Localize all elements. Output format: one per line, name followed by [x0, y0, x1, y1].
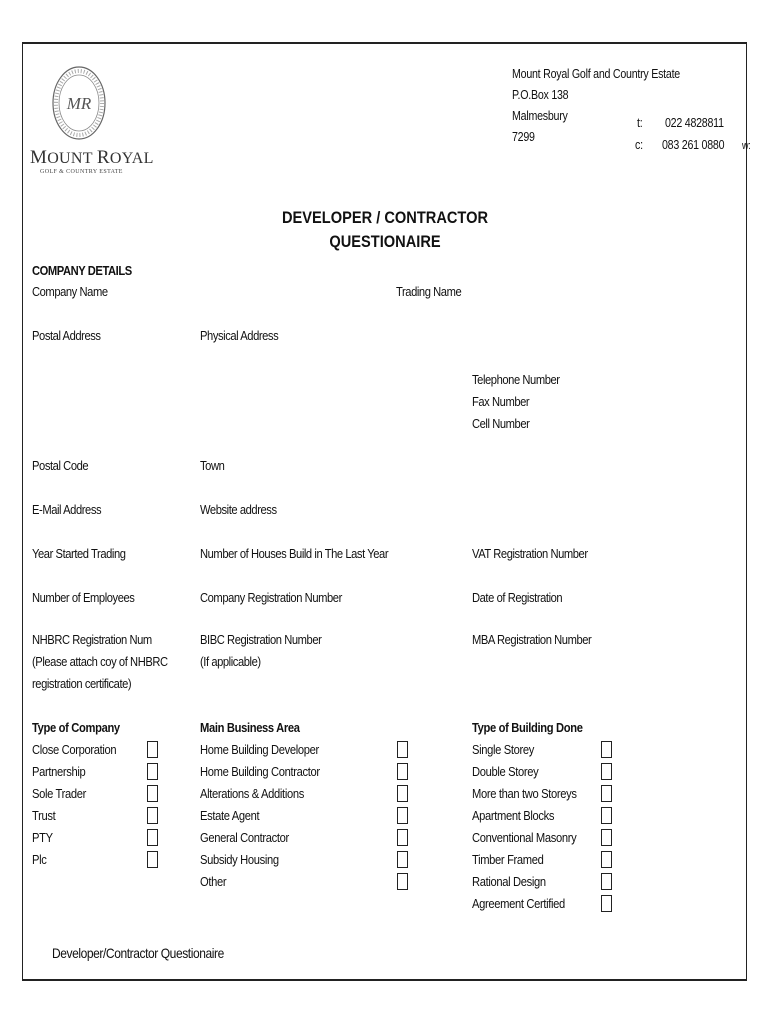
option-label: Single Storey [472, 742, 535, 757]
option-label: Home Building Developer [200, 742, 319, 757]
checkbox-apartment-blocks[interactable] [601, 807, 612, 824]
town-label: Town [200, 458, 225, 473]
brand-name: MOUNT ROYAL [30, 147, 154, 168]
year-started-trading-label: Year Started Trading [32, 546, 126, 561]
postal-code-label: Postal Code [32, 458, 89, 473]
houses-built-label: Number of Houses Build in The Last Year [200, 546, 389, 561]
bibc-label: BIBC Registration Number [200, 632, 322, 647]
option-label: Rational Design [472, 874, 546, 889]
trading-name-label: Trading Name [396, 284, 462, 299]
checkbox-rational-design[interactable] [601, 873, 612, 890]
nhbrc-label: NHBRC Registration Num [32, 632, 152, 647]
physical-address-label: Physical Address [200, 328, 279, 343]
checkbox-partnership[interactable] [147, 763, 158, 780]
checkbox-home-building-developer[interactable] [397, 741, 408, 758]
type-of-building-heading: Type of Building Done [472, 720, 583, 735]
address-line: Malmesbury [512, 108, 568, 123]
checkbox-other[interactable] [397, 873, 408, 890]
checkbox-conventional-masonry[interactable] [601, 829, 612, 846]
option-label: Apartment Blocks [472, 808, 555, 823]
seal-icon [50, 64, 108, 142]
phone-c-label: c: [635, 137, 643, 152]
checkbox-subsidy-housing[interactable] [397, 851, 408, 868]
option-label: More than two Storeys [472, 786, 577, 801]
svg-text:MR: MR [66, 94, 92, 113]
option-label: Home Building Contractor [200, 764, 320, 779]
mba-label: MBA Registration Number [472, 632, 592, 647]
option-label: Plc [32, 852, 47, 867]
clipped-label: w: [742, 140, 751, 152]
address-line: Mount Royal Golf and Country Estate [512, 66, 680, 81]
option-label: Close Corporation [32, 742, 117, 757]
checkbox-pty[interactable] [147, 829, 158, 846]
checkbox-plc[interactable] [147, 851, 158, 868]
option-label: Double Storey [472, 764, 539, 779]
company-name-label: Company Name [32, 284, 108, 299]
option-label: Sole Trader [32, 786, 87, 801]
page-title-line2: QUESTIONAIRE [329, 232, 441, 251]
checkbox-more-than-two-storeys[interactable] [601, 785, 612, 802]
option-label: Subsidy Housing [200, 852, 279, 867]
checkbox-double-storey[interactable] [601, 763, 612, 780]
main-business-area-group [200, 717, 320, 893]
logo [30, 64, 154, 175]
checkbox-alterations-additions[interactable] [397, 785, 408, 802]
telephone-number-label: Telephone Number [472, 372, 560, 387]
option-label: Estate Agent [200, 808, 260, 823]
page-title: DEVELOPER / CONTRACTOR [281, 208, 489, 227]
fax-number-label: Fax Number [472, 394, 530, 409]
nhbrc-note: (Please attach coy of NHBRC [32, 654, 168, 669]
company-registration-label: Company Registration Number [200, 590, 342, 605]
website-address-label: Website address [200, 502, 277, 517]
checkbox-trust[interactable] [147, 807, 158, 824]
option-label: Other [200, 874, 227, 889]
checkbox-estate-agent[interactable] [397, 807, 408, 824]
date-of-registration-label: Date of Registration [472, 590, 563, 605]
option-label: Partnership [32, 764, 86, 779]
page-footer: Developer/Contractor Questionaire [52, 945, 224, 961]
checkbox-agreement-certified[interactable] [601, 895, 612, 912]
option-label: Trust [32, 808, 56, 823]
phone-t-value: 022 4828811 [665, 115, 724, 130]
address-line: 7299 [512, 129, 535, 144]
brand-subtitle: GOLF & COUNTRY ESTATE [40, 169, 123, 175]
postal-address-label: Postal Address [32, 328, 101, 343]
option-label: General Contractor [200, 830, 289, 845]
type-of-company-group [32, 717, 120, 871]
cell-number-label: Cell Number [472, 416, 530, 431]
checkbox-single-storey[interactable] [601, 741, 612, 758]
checkbox-close-corporation[interactable] [147, 741, 158, 758]
address-line: P.O.Box 138 [512, 87, 569, 102]
phone-t-label: t: [637, 115, 643, 130]
option-label: Conventional Masonry [472, 830, 577, 845]
vat-number-label: VAT Registration Number [472, 546, 588, 561]
option-label: PTY [32, 830, 53, 845]
main-business-area-heading: Main Business Area [200, 720, 300, 735]
phone-c-value: 083 261 0880 [662, 137, 725, 152]
option-label: Alterations & Additions [200, 786, 304, 801]
number-of-employees-label: Number of Employees [32, 590, 135, 605]
option-label: Timber Framed [472, 852, 544, 867]
checkbox-home-building-contractor[interactable] [397, 763, 408, 780]
checkbox-timber-framed[interactable] [601, 851, 612, 868]
type-of-building-group [472, 717, 583, 915]
section-heading: COMPANY DETAILS [32, 263, 132, 278]
document-page [22, 42, 747, 981]
bibc-note: (If applicable) [200, 654, 261, 669]
checkbox-general-contractor[interactable] [397, 829, 408, 846]
nhbrc-note-line2: registration certificate) [32, 676, 132, 691]
option-label: Agreement Certified [472, 896, 565, 911]
email-address-label: E-Mail Address [32, 502, 102, 517]
type-of-company-heading: Type of Company [32, 720, 120, 735]
checkbox-sole-trader[interactable] [147, 785, 158, 802]
